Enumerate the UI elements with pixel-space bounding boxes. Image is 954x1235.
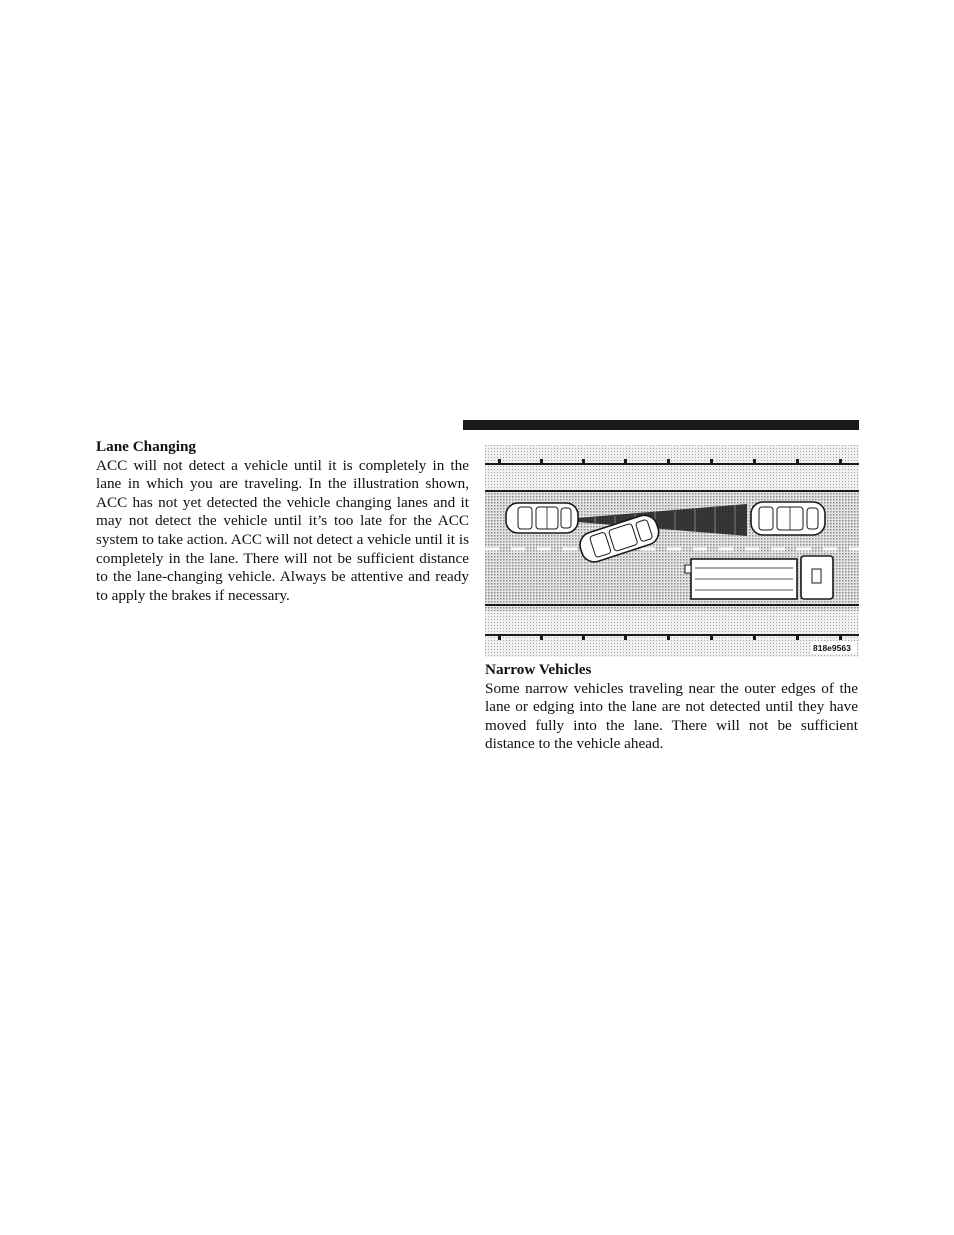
- lane-changing-body: ACC will not detect a vehicle until it is completely in the lane in which you are traveling. In the illustration shown, ACC has not yet detected the vehicle changing lanes and it may not detect the vehicle until it’s too late for the ACC system to take action. ACC will not detect a vehicle until it is completely in the lane. There will not be sufficient distance to the lane-changing vehicle. Always be attentive and ready to apply the brakes if necessary.: [96, 456, 469, 604]
- narrow-vehicles-heading: Narrow Vehicles: [485, 661, 592, 678]
- vehicle-ahead-icon: [751, 502, 825, 535]
- truck-icon: [685, 556, 833, 599]
- acc-vehicle-icon: [506, 503, 578, 533]
- narrow-vehicles-body: Some narrow vehicles traveling near the outer edges of the lane or edging into the lane are not detected until they have moved fully into the lane. There will not be sufficient distance to the vehicle ahead.: [485, 679, 858, 753]
- lane-changing-section: [96, 438, 469, 605]
- narrow-vehicles-section: [485, 661, 858, 754]
- lane-changing-heading: Lane Changing: [96, 438, 197, 455]
- illustration-svg: [485, 445, 859, 657]
- lane-changing-illustration: [485, 445, 859, 657]
- figure-label: 818e9563: [813, 643, 851, 653]
- section-divider-bar: [463, 420, 859, 430]
